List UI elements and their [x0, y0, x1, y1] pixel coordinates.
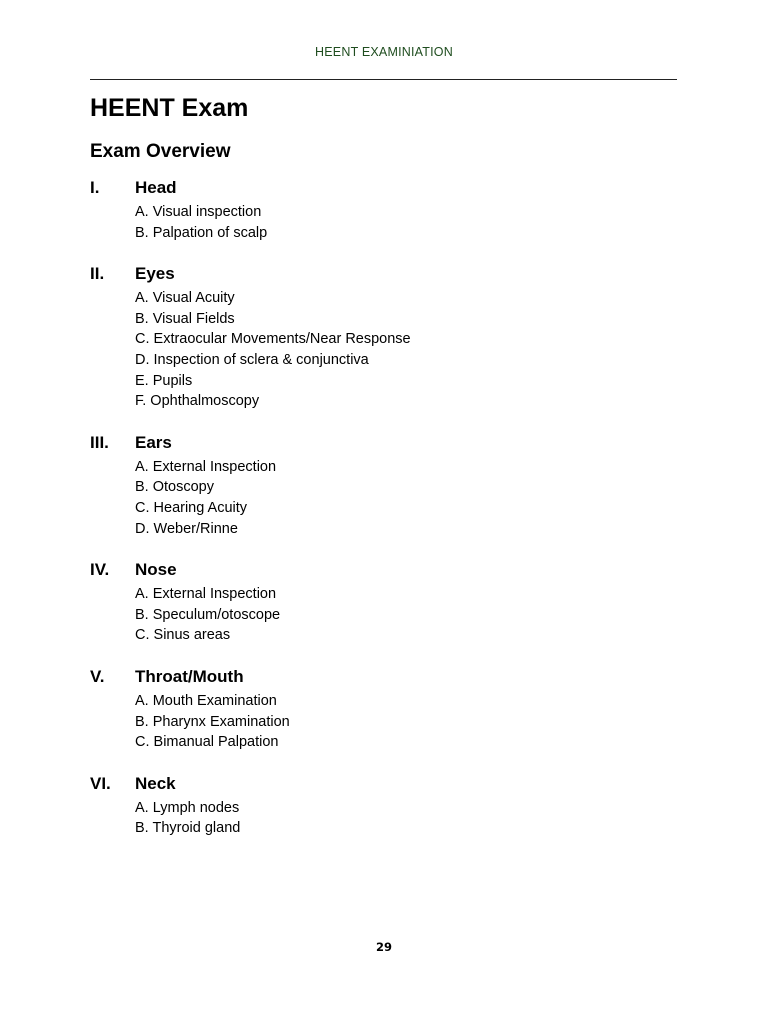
list-item: A. External Inspection — [135, 458, 277, 475]
section-title: Nose — [135, 560, 177, 580]
list-item: C. Sinus areas — [135, 627, 231, 644]
outline-section — [90, 264, 690, 412]
section-numeral: IV. — [90, 560, 110, 580]
section-numeral: VI. — [90, 773, 111, 793]
list-item: B. Visual Fields — [135, 310, 235, 327]
section-heading — [90, 667, 690, 691]
section-item-list — [90, 457, 690, 539]
section-heading — [90, 433, 690, 457]
list-item: A. Visual Acuity — [135, 290, 235, 307]
list-item: C. Extraocular Movements/Near Response — [135, 331, 411, 348]
list-item: E. Pupils — [135, 372, 193, 389]
section-title: Eyes — [135, 264, 175, 284]
outline-section — [90, 560, 690, 646]
list-item: C. Hearing Acuity — [135, 499, 248, 516]
list-item: B. Pharynx Examination — [135, 713, 290, 730]
section-title: Head — [135, 178, 177, 197]
section-title: Ears — [135, 432, 172, 452]
exam-outline — [90, 178, 690, 860]
section-item-list — [90, 798, 690, 839]
list-item: A. Mouth Examination — [135, 692, 277, 709]
section-item-list — [90, 584, 690, 646]
outline-section — [90, 667, 690, 753]
list-item: B. Speculum/otoscope — [135, 606, 281, 623]
list-item: F. Ophthalmoscopy — [135, 393, 260, 410]
list-item: B. Thyroid gland — [135, 820, 241, 837]
list-item: A. Lymph nodes — [135, 799, 240, 816]
outline-section — [90, 433, 690, 539]
header-rule — [90, 79, 677, 80]
list-item: D. Weber/Rinne — [135, 520, 238, 537]
page-title: HEENT Exam — [90, 94, 249, 122]
outline-section — [90, 178, 690, 243]
list-item: A. Visual inspection — [135, 204, 262, 220]
page-number: 29 — [375, 940, 392, 954]
section-title: Neck — [135, 773, 176, 793]
section-title: Throat/Mouth — [135, 666, 244, 686]
section-numeral: II. — [90, 264, 105, 284]
section-heading — [90, 178, 690, 202]
section-subtitle: Exam Overview — [90, 141, 231, 162]
outline-section — [90, 774, 690, 839]
section-item-list — [90, 288, 690, 412]
list-item: A. External Inspection — [135, 586, 277, 603]
running-header: HEENT EXAMINIATION — [315, 45, 453, 59]
section-numeral: III. — [90, 432, 109, 452]
list-item: B. Palpation of scalp — [135, 224, 268, 241]
section-numeral: I. — [90, 178, 100, 197]
list-item: C. Bimanual Palpation — [135, 734, 279, 751]
section-item-list — [90, 691, 690, 753]
section-heading — [90, 774, 690, 798]
section-numeral: V. — [90, 666, 105, 686]
section-heading — [90, 560, 690, 584]
list-item: D. Inspection of sclera & conjunctiva — [135, 351, 369, 368]
section-item-list — [90, 202, 690, 243]
list-item: B. Otoscopy — [135, 479, 214, 496]
section-heading — [90, 264, 690, 288]
